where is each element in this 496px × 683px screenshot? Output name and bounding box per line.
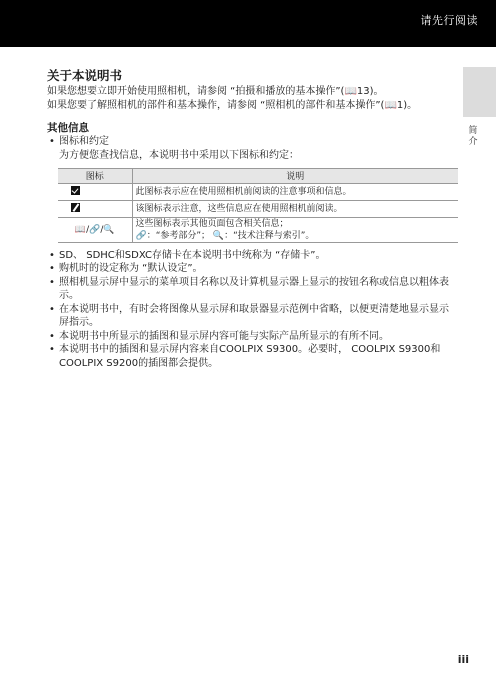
reference-icons: 📖/🔗/🔍 — [58, 217, 132, 242]
table-cell-desc: 🔗：“参考部分”； 🔍：“技术注释与索引”。 — [135, 230, 315, 241]
table-cell-desc: 这些图标表示其他页面包含相关信息； — [135, 218, 289, 229]
bullet-icon: • — [49, 249, 55, 261]
intro-paragraph-2: 如果您要了解照相机的部件和基本操作，请参阅 “照相机的部件和基本操作”(📖1)。 — [47, 100, 418, 111]
table-header-desc: 说明 — [132, 168, 458, 183]
list-item-text: SD、 SDHC和SDXC存储卡在本说明书中统称为 “存储卡”。 — [59, 249, 326, 261]
icons-list — [47, 135, 452, 149]
side-tab-label: 简介 — [468, 126, 478, 147]
side-tab — [463, 67, 496, 117]
list-item-text: 购机时的设定称为 “默认设定”。 — [59, 263, 203, 274]
check-icon — [71, 186, 80, 195]
list-item-text: 本说明书中的插图和显示屏内容来自COOLPIX S9300。必要时， COOLPIX S9300和COOLPIX S9200的插图都会提供。 — [59, 344, 441, 369]
list-item — [47, 249, 452, 263]
table-cell-desc: 该图标表示注意，这些信息应在使用照相机前阅读。 — [132, 200, 458, 217]
list-item — [47, 276, 452, 303]
list-item-text: 图标和约定 — [59, 136, 109, 147]
table-row — [58, 200, 458, 217]
list-item — [47, 330, 452, 344]
bullet-icon: • — [49, 330, 55, 342]
icons-intro-text: 为方便您查找信息，本说明书中采用以下图标和约定： — [59, 149, 299, 161]
table-header-icon: 图标 — [58, 168, 132, 183]
list-item — [47, 135, 452, 149]
list-item-text: 照相机显示屏中显示的菜单项目名称以及计算机显示器上显示的按钮名称或信息以粗体表示。 — [59, 276, 449, 301]
intro-paragraph-1: 如果您想要立即开始使用照相机，请参阅 “拍摄和播放的基本操作”(📖13)。 — [47, 86, 384, 97]
table-row — [58, 217, 458, 242]
list-item — [47, 343, 452, 370]
table-row — [58, 183, 458, 200]
bullet-icon: • — [49, 136, 55, 147]
header-title: 请先行阅读 — [420, 14, 478, 27]
bullet-icon: • — [49, 303, 55, 315]
section-title-about: 关于本说明书 — [47, 68, 123, 83]
bullet-icon: • — [49, 263, 55, 274]
list-item — [47, 262, 452, 276]
table-cell-desc: 此图标表示应在使用照相机前阅读的注意事项和信息。 — [132, 183, 458, 200]
section-title-other-info: 其他信息 — [47, 122, 89, 134]
header-bar — [0, 0, 496, 47]
list-item — [47, 303, 452, 330]
notes-list — [47, 249, 452, 371]
note-icon — [71, 203, 80, 212]
icon-table — [58, 168, 458, 243]
bullet-icon: • — [49, 276, 55, 288]
list-item-text: 在本说明书中，有时会将图像从显示屏和取景器显示范例中省略，以便更清楚地显示显示屏指示。 — [59, 303, 449, 328]
list-item-text: 本说明书中所显示的插图和显示屏内容可能与实际产品所显示的有所不同。 — [59, 330, 389, 342]
page-number: iii — [457, 653, 469, 666]
bullet-icon: • — [49, 344, 55, 355]
main-content — [47, 68, 452, 370]
